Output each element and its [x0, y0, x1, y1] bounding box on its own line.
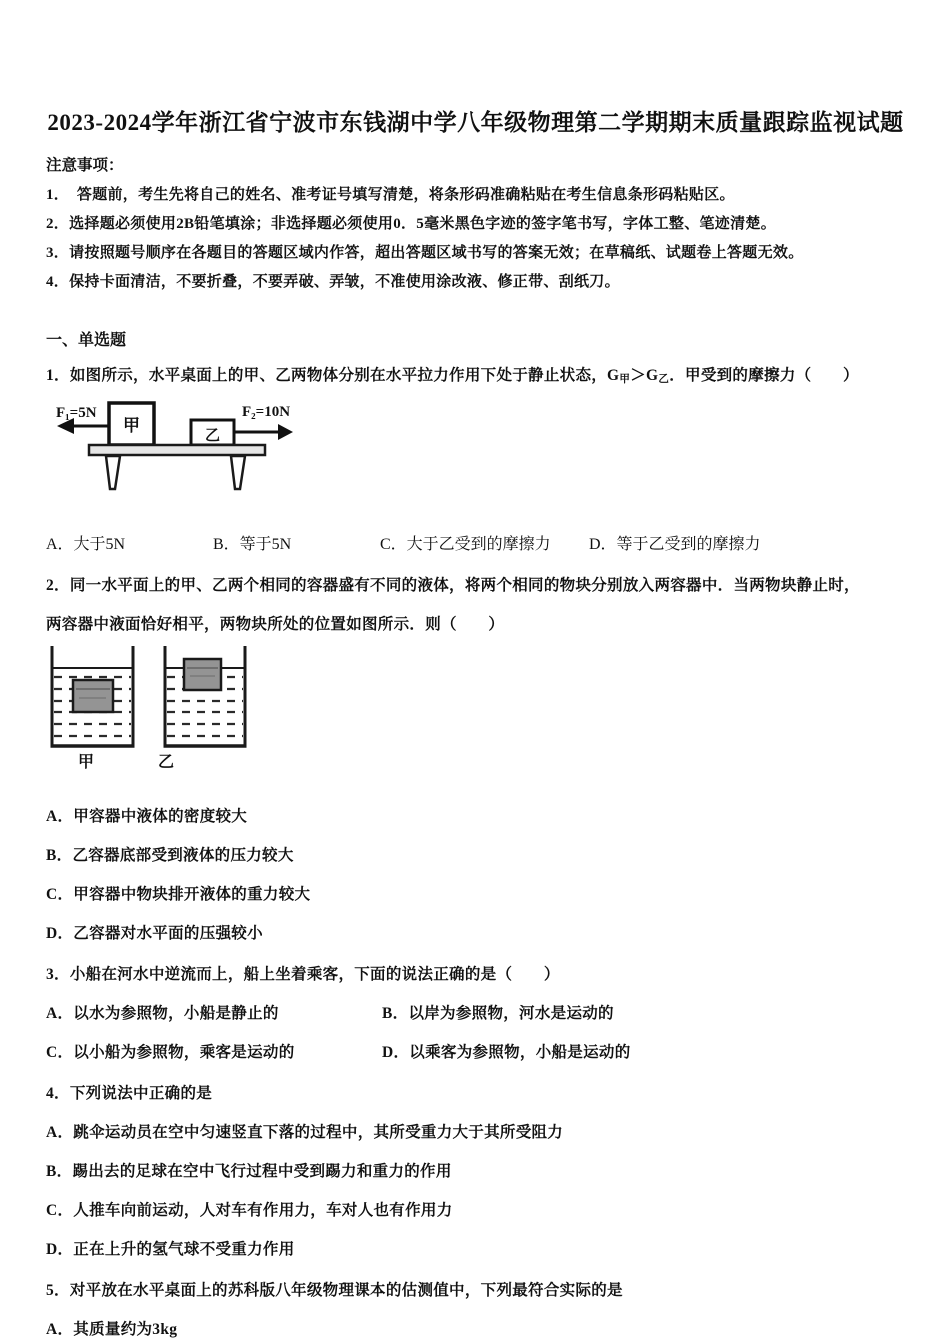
- right-arrow-head: [278, 424, 293, 440]
- q3-option-c: C．以小船为参照物，乘客是运动的: [46, 1044, 295, 1061]
- q3-option-a: A．以水为参照物，小船是静止的: [46, 1005, 279, 1022]
- question-1-figure-table-blocks: [56, 401, 306, 493]
- beaker-jia-label: 甲: [78, 754, 95, 771]
- q4-option-b: B．踢出去的足球在空中飞行过程中受到踢力和重力的作用: [46, 1163, 452, 1180]
- q1-stem-post: ．甲受到的摩擦力（ ）: [669, 367, 859, 384]
- notice-item-1: 1． 答题前，考生先将自己的姓名、准考证号填写清楚，将条形码准确粘贴在考生信息条形码粘贴区。: [46, 187, 735, 203]
- question-1-stem: [46, 363, 905, 386]
- table-leg-right: [231, 456, 245, 489]
- notice-item-3: 3．请按照题号顺序在各题目的答题区域内作答，超出答题区域书写的答案无效；在草稿纸、试题卷上答题无效。: [46, 245, 804, 261]
- q2-option-d: D．乙容器对水平面的压强较小: [46, 925, 263, 942]
- force-left-label: F₁=5N: [56, 405, 97, 421]
- q1-subscript-jia: 甲: [619, 374, 631, 385]
- beaker-yi-label: 乙: [158, 754, 175, 771]
- question-2-stem-line1: 2．同一水平面上的甲、乙两个相同的容器盛有不同的液体，将两个相同的物块分别放入两容器中．当两物块静止时，: [46, 577, 860, 594]
- q3-option-d: D．以乘客为参照物，小船是运动的: [382, 1044, 631, 1061]
- force-right-label: F₂=10N: [242, 404, 291, 420]
- question-1-options: [46, 531, 905, 554]
- q1-stem-mid: ＞G: [630, 367, 659, 384]
- q4-option-a: A．跳伞运动员在空中匀速竖直下落的过程中，其所受重力大于其所受阻力: [46, 1124, 564, 1141]
- q3-option-b: B．以岸为参照物，河水是运动的: [382, 1005, 614, 1022]
- question-3-options-row1: [46, 1001, 905, 1023]
- page-title: 2023-2024学年浙江省宁波市东钱湖中学八年级物理第二学期期末质量跟踪监视试题: [47, 110, 904, 135]
- notice-heading: 注意事项：: [46, 157, 124, 174]
- q1-subscript-yi: 乙: [658, 374, 670, 385]
- table-top: [89, 445, 265, 455]
- q1-option-d: D．等于乙受到的摩擦力: [589, 536, 761, 553]
- question-3-options-row2: [46, 1040, 905, 1062]
- question-5-stem: 5．对平放在水平桌面上的苏科版八年级物理课本的估测值中，下列最符合实际的是: [46, 1282, 623, 1299]
- submerged-block-jia: [73, 680, 113, 712]
- question-2-stem-line2: 两容器中液面恰好相平，两物块所处的位置如图所示．则（ ）: [46, 616, 505, 633]
- question-2-figure-containers: [48, 646, 253, 774]
- notice-item-4: 4．保持卡面清洁，不要折叠，不要弄破、弄皱，不准使用涂改液、修正带、刮纸刀。: [46, 274, 620, 290]
- notice-item-2: 2．选择题必须使用2B铅笔填涂；非选择题必须使用0．5毫米黑色字迹的签字笔书写，字体工整、笔迹清楚。: [46, 216, 777, 232]
- q1-option-a: A．大于5N: [46, 536, 126, 553]
- question-4-stem: 4．下列说法中正确的是: [46, 1085, 213, 1102]
- block-yi-label: 乙: [204, 428, 221, 444]
- table-leg-left: [106, 456, 120, 489]
- q2-option-a: A．甲容器中液体的密度较大: [46, 808, 248, 825]
- q5-option-a: A．其质量约为3kg: [46, 1321, 178, 1338]
- q1-stem-pre: 1．如图所示，水平桌面上的甲、乙两物体分别在水平拉力作用下处于静止状态，G: [46, 367, 620, 384]
- q2-option-b: B．乙容器底部受到液体的压力较大: [46, 847, 294, 864]
- q1-option-c: C．大于乙受到的摩擦力: [380, 536, 551, 553]
- question-3-stem: 3．小船在河水中逆流而上，船上坐着乘客，下面的说法正确的是（ ）: [46, 966, 560, 983]
- q4-option-c: C．人推车向前运动，人对车有作用力，车对人也有作用力: [46, 1202, 453, 1219]
- q2-option-c: C．甲容器中物块排开液体的重力较大: [46, 886, 311, 903]
- floating-block-yi: [184, 659, 221, 690]
- block-jia-label: 甲: [123, 416, 140, 435]
- q1-option-b: B．等于5N: [213, 536, 292, 553]
- section-title: 一、单选题: [46, 332, 127, 349]
- q4-option-d: D．正在上升的氢气球不受重力作用: [46, 1241, 295, 1258]
